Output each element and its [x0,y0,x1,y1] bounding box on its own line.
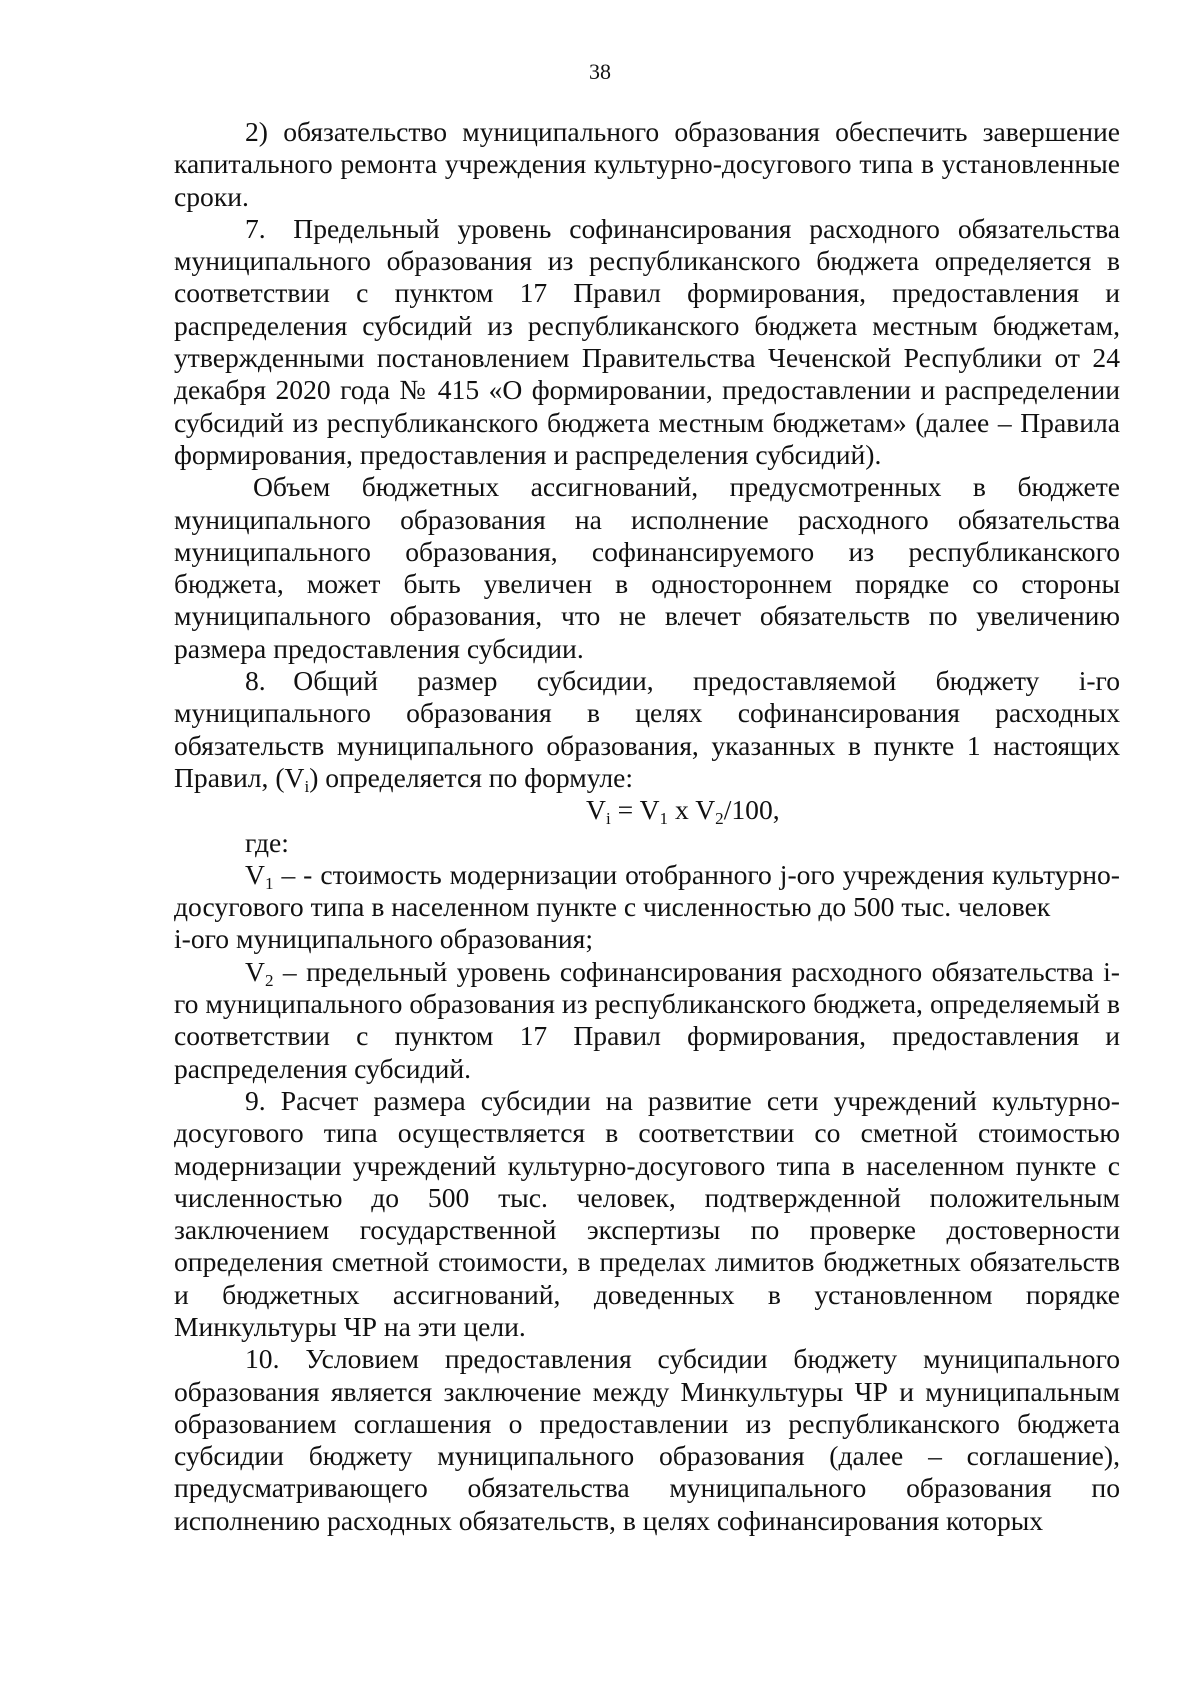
paragraph-item-9: 9. Расчет размера субсидии на развитие сети учреждений культурно-досугового типа осуществляется в соответствии со сметной стоимостью модернизации учреждений культурно-досугового типа в населенном пункте с численностью до 500 тыс. человек, подтвержденной положительным заключением государственной экспертизы по проверке достоверности определения сметной стоимости, в пределах лимитов бюджетных обязательств и бюджетных ассигнований, доведенных в установленном порядке Минкультуры ЧР на эти цели. [174,1084,1120,1342]
formula-v2: V [695,794,716,826]
v2-subscript: 2 [264,970,274,990]
formula-v1-subscript: 1 [659,809,669,829]
paragraph-v1-continuation: i-ого муниципального образования; [174,923,594,955]
paragraph-item-10: 10. Условием предоставления субсидии бюджету муниципального образования является заключение между Минкультуры ЧР и муниципальным образованием соглашения о предоставлении из республиканского бюджета субсидии бюджету муниципального образования (далее – соглашение), предусматривающего обязательства муниципального образования по исполнению расходных обязательств, в целях софинансирования которых [174,1343,1120,1536]
v1-definition-text: – - стоимость модернизации отобранного j-ого учреждения культурно-досугового типа в населенном пункте с численностью до 500 тыс. человек [174,858,1120,923]
formula-lhs: V [586,794,606,826]
paragraph-v1-definition [174,859,1120,924]
paragraph-item-7: 7. Предельный уровень софинансирования расходного обязательства муниципального образования из республиканского бюджета определяется в соответствии с пунктом 17 Правил формирования, предоставления и распределения субсидий из республиканского бюджета местным бюджетам, утвержденными постановлением Правительства Чеченской Республики от 24 декабря 2020 года № 415 «О формировании, предоставлении и распределении субсидий из республиканского бюджета местным бюджетам» (далее – Правила формирования, предоставления и распределения субсидий). [174,212,1120,470]
formula-tail: /100, [723,794,780,826]
item-8-subscript: i [304,776,310,796]
formula-times: x [668,794,696,826]
paragraph-where: где: [245,826,289,858]
formula-equals: = [610,794,640,826]
item-8-text-end: ) определяется по формуле: [309,761,634,793]
v1-subscript: 1 [264,873,274,893]
v2-variable: V [245,955,265,987]
paragraph-obligation-2: 2) обязательство муниципального образования обеспечить завершение капитального ремонта учреждения культурно-досугового типа в установленные сроки. [174,116,1120,212]
subsidy-formula [174,794,1120,829]
document-body [174,116,1120,1537]
paragraph-budget-allocations: Объем бюджетных ассигнований, предусмотренных в бюджете муниципального образования на исполнение расходного обязательства муниципального образования, софинансируемого из республиканского бюджета, может быть увеличен в одностороннем порядке со стороны муниципального образования, что не влечет обязательств по увеличению размера предоставления субсидии. [174,471,1120,664]
v1-variable: V [245,858,265,890]
paragraph-item-8 [174,665,1120,794]
formula-v2-subscript: 2 [715,809,724,829]
item-8-text: 8. Общий размер субсидии, предоставляемой бюджету i-го муниципального образования в целях софинансирования расходных обязательств муниципального образования, указанных в пункте 1 настоящих Правил, (V [174,665,1120,793]
formula-lhs-subscript: i [605,809,611,829]
formula-v1: V [639,794,660,826]
paragraph-v2-definition [174,956,1120,1085]
v2-definition-text: – предельный уровень софинансирования расходного обязательства i-го муниципального образования из республиканского бюджета, определяемый в соответствии с пунктом 17 Правил формирования, предоставления и распределения субсидий. [174,955,1120,1084]
page-number: 38 [589,59,611,84]
